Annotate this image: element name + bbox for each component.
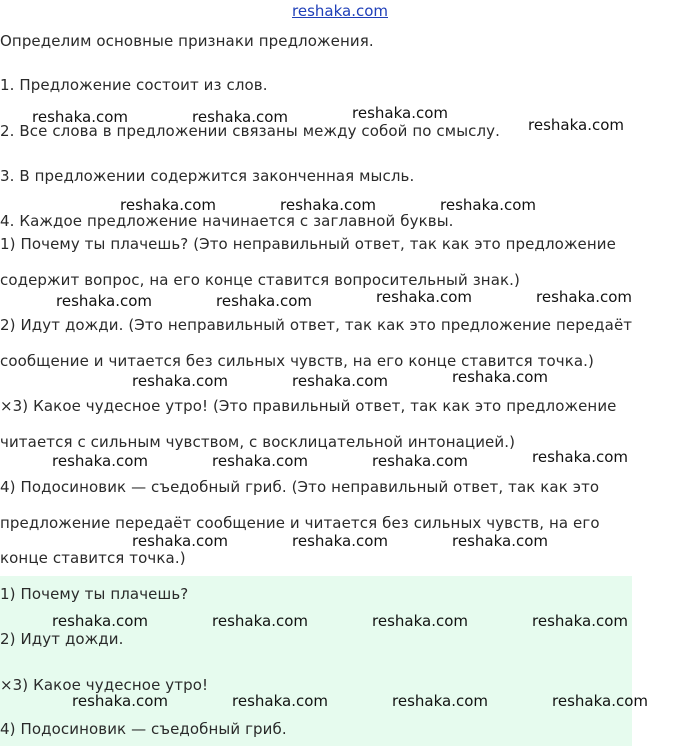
watermark: reshaka.com [280, 196, 376, 214]
watermark: reshaka.com [192, 108, 288, 126]
explanation-4-line-2: предложение передаёт сообщение и читается без сильных чувств, на его [0, 514, 600, 532]
answer-option-2[interactable]: 2) Идут дожди. [0, 630, 124, 648]
watermark: reshaka.com [132, 372, 228, 390]
watermark: reshaka.com [292, 532, 388, 550]
watermark: reshaka.com [372, 452, 468, 470]
watermark: reshaka.com [52, 612, 148, 630]
watermark: reshaka.com [232, 692, 328, 710]
watermark: reshaka.com [452, 532, 548, 550]
explanation-3-line-1: ×3) Какое чудесное утро! (Это правильный ответ, так как это предложение [0, 397, 617, 415]
explanation-2-line-1: 2) Идут дожди. (Это неправильный ответ, так как это предложение передаёт [0, 316, 633, 334]
watermark: reshaka.com [528, 116, 624, 134]
explanation-1-line-2: содержит вопрос, на его конце ставится вопросительный знак.) [0, 271, 520, 289]
watermark: reshaka.com [132, 532, 228, 550]
answer-option-4[interactable]: 4) Подосиновик — съедобный гриб. [0, 720, 287, 738]
watermark: reshaka.com [376, 288, 472, 306]
explanation-1-line-1: 1) Почему ты плачешь? (Это неправильный ответ, так как это предложение [0, 235, 616, 253]
site-link[interactable]: reshaka.com [292, 2, 388, 20]
watermark: reshaka.com [352, 104, 448, 122]
watermark: reshaka.com [52, 452, 148, 470]
watermark: reshaka.com [292, 372, 388, 390]
watermark: reshaka.com [532, 612, 628, 630]
watermark: reshaka.com [372, 612, 468, 630]
intro-text: Определим основные признаки предложения. [0, 32, 374, 50]
answer-option-1[interactable]: 1) Почему ты плачешь? [0, 585, 189, 603]
watermark: reshaka.com [536, 288, 632, 306]
watermark: reshaka.com [56, 292, 152, 310]
explanation-2-line-2: сообщение и читается без сильных чувств, на его конце ставится точка.) [0, 352, 594, 370]
watermark: reshaka.com [440, 196, 536, 214]
watermark: reshaka.com [532, 448, 628, 466]
explanation-4-line-1: 4) Подосиновик — съедобный гриб. (Это неправильный ответ, так как это [0, 478, 600, 496]
criterion-1: 1. Предложение состоит из слов. [0, 76, 268, 94]
watermark: reshaka.com [552, 692, 648, 710]
criterion-3: 3. В предложении содержится законченная мысль. [0, 167, 415, 185]
watermark: reshaka.com [392, 692, 488, 710]
watermark: reshaka.com [32, 108, 128, 126]
criterion-4: 4. Каждое предложение начинается с заглавной буквы. [0, 212, 454, 230]
watermark: reshaka.com [216, 292, 312, 310]
watermark: reshaka.com [120, 196, 216, 214]
answer-option-3[interactable]: ×3) Какое чудесное утро! [0, 676, 209, 694]
explanation-4-line-3: конце ставится точка.) [0, 549, 186, 567]
watermark: reshaka.com [452, 368, 548, 386]
watermark: reshaka.com [212, 612, 308, 630]
criterion-2: 2. Все слова в предложении связаны между собой по смыслу. [0, 122, 501, 140]
watermark: reshaka.com [212, 452, 308, 470]
explanation-3-line-2: читается с сильным чувством, с восклицательной интонацией.) [0, 433, 516, 451]
watermark: reshaka.com [72, 692, 168, 710]
